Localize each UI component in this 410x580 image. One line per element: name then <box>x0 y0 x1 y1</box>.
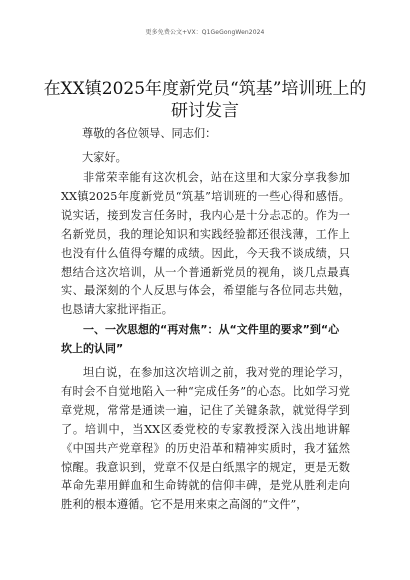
header-watermark: 更多免费公文+VX：Q1GeGongWen2024 <box>145 29 265 36</box>
salutation: 尊敬的各位领导、同志们： <box>82 127 217 140</box>
greeting: 大家好。 <box>82 151 127 164</box>
document-title: 在XX镇2025年度新党员“筑基”培训班上的研讨发言 <box>43 79 367 121</box>
section-1-paragraph: 坦白说，在参加这次培训之前，我对党的理论学习，有时会不自觉地陷入一种“完成任务”的心态。比如学习党章党规，常常是通读一遍，记住了关键条款，就觉得学到了。培训中，当XX区委党校的专家教授深入浅出地讲解《中国共产党章程》的历史沿革和精神实质时，我才猛然惊醒。我意识到，党章不仅是白纸黑字的规定，更是无数革命先辈用鲜血和生命铸就的信仰丰碑，是党从胜利走向胜利的根本遵循。它不是用来束之高阁的“文件”， <box>61 366 350 512</box>
section-heading-1: 一、一次思想的“再对焦”：从“文件里的要求”到“心坎上的认同” <box>61 323 340 355</box>
intro-paragraph: 非常荣幸能有这次机会，站在这里和大家分享我参加XX镇2025年度新党员“筑基”培训班的一些心得和感悟。说实话，接到发言任务时，我内心是十分忐忑的。作为一名新党员，我的理论知识和实践经验都还很浅薄，工作上也没有什么值得夸耀的成绩。因此，今天我不谈成绩，只想结合这次培训，从一个普通新党员的视角，谈几点最真实、最深刻的个人反思与体会，希望能与各位同志共勉，也恳请大家批评指正。 <box>61 171 350 317</box>
